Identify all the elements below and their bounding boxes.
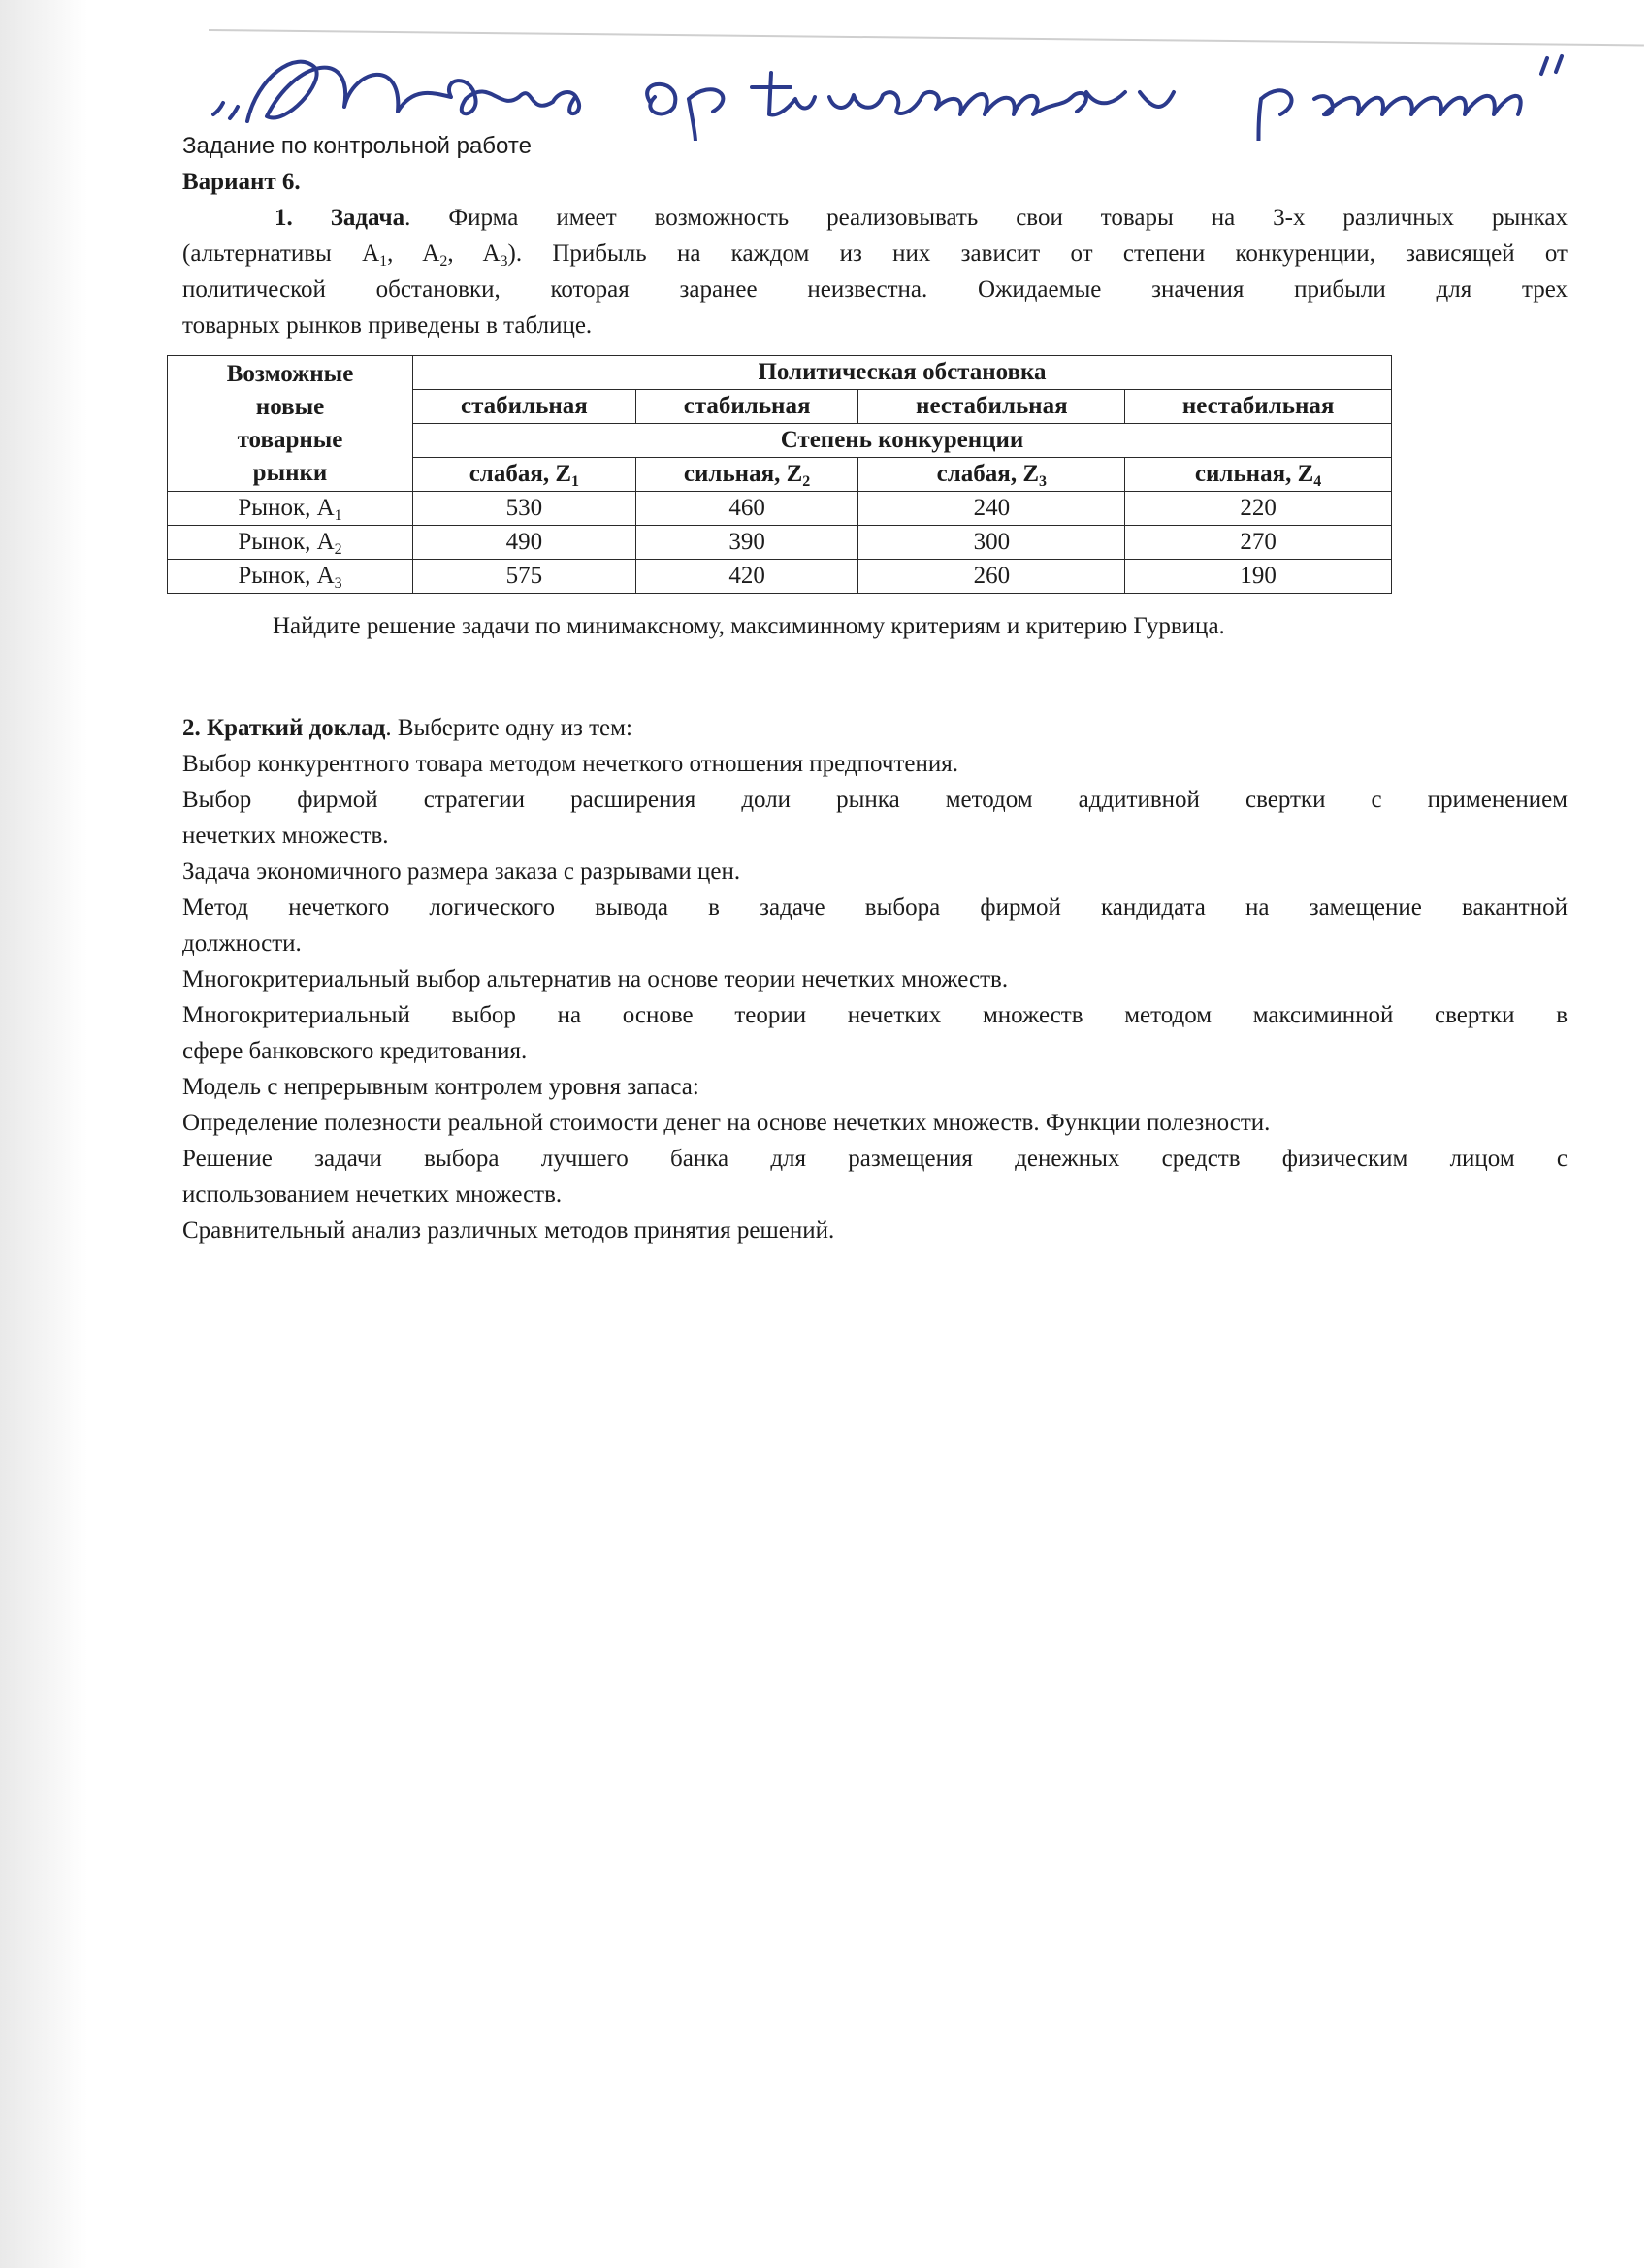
topic-line: нечетких множеств.: [182, 823, 389, 849]
topic-line: должности.: [182, 930, 302, 956]
table-cell: 270: [1125, 526, 1392, 560]
alt-sub-3: 3: [500, 253, 508, 270]
task1-line-2: [182, 236, 1568, 272]
profit-table: [167, 355, 1392, 594]
political-value: нестабильная: [1125, 390, 1392, 424]
corner-header-line: товарные: [237, 426, 343, 453]
table-cell: 390: [635, 526, 858, 560]
row-label: [168, 526, 413, 560]
table-cell: 260: [858, 560, 1125, 594]
task2-intro: . Выберите одну из тем:: [385, 715, 632, 741]
competition-value: [413, 458, 636, 492]
political-header: Политическая обстановка: [413, 356, 1392, 390]
row-label-sub: 2: [334, 541, 342, 558]
table-header-row-1: [168, 356, 1392, 390]
competition-sub: 4: [1313, 473, 1322, 490]
political-value: стабильная: [413, 390, 636, 424]
row-label: [168, 492, 413, 526]
table-cell: 240: [858, 492, 1125, 526]
topic-line: Модель с непрерывным контролем уровня запаса:: [182, 1074, 699, 1100]
task1-text-1: . Фирма имеет возможность реализовывать свои товары на 3-х различных рынках: [404, 205, 1568, 231]
competition-value: [1125, 458, 1392, 492]
table-row: [168, 492, 1392, 526]
table-cell: 530: [413, 492, 636, 526]
competition-label: сильная, Z: [1194, 461, 1314, 487]
alt-sub-2: 2: [439, 253, 448, 270]
competition-sub: 3: [1039, 473, 1047, 490]
row-label-text: Рынок, A: [238, 495, 335, 521]
topic-line: Решение задачи выбора лучшего банка для размещения денежных средств физическим лицом с: [182, 1146, 1568, 1172]
table-cell: 460: [635, 492, 858, 526]
alt-sep-1: , A: [387, 241, 440, 267]
topic-line: Сравнительный анализ различных методов принятия решений.: [182, 1217, 835, 1244]
topic-line: Выбор конкурентного товара методом нечеткого отношения предпочтения.: [182, 751, 958, 777]
row-label-text: Рынок, A: [238, 529, 335, 555]
topic-line: сфере банковского кредитования.: [182, 1038, 528, 1064]
table-cell: 220: [1125, 492, 1392, 526]
topic-line: Многокритериальный выбор на основе теории нечетких множеств методом максиминной свертки в: [182, 1002, 1568, 1028]
competition-sub: 1: [571, 473, 580, 490]
competition-label: слабая, Z: [469, 461, 572, 487]
task1-question: Найдите решение задачи по минимаксному, максиминному критериям и критерию Гурвица.: [273, 613, 1225, 639]
table-cell: 575: [413, 560, 636, 594]
corner-header-line: рынки: [252, 459, 328, 486]
competition-value: [858, 458, 1125, 492]
task1-line-1: [182, 200, 1568, 236]
corner-header-line: новые: [255, 393, 325, 420]
topic-line: Многокритериальный выбор альтернатив на основе теории нечетких множеств.: [182, 966, 1009, 992]
competition-header: Степень конкуренции: [413, 424, 1392, 458]
alt-sub-1: 1: [379, 253, 388, 270]
assignment-heading: Задание по контрольной работе: [182, 133, 532, 159]
competition-sub: 2: [802, 473, 811, 490]
competition-label: сильная, Z: [683, 461, 803, 487]
task2-section: [182, 710, 1568, 1248]
political-value: стабильная: [635, 390, 858, 424]
document-body: [182, 128, 1568, 343]
table-row: [168, 560, 1392, 594]
scan-page-edge: [0, 0, 87, 2268]
table-cell: 490: [413, 526, 636, 560]
row-label: [168, 560, 413, 594]
competition-label: слабая, Z: [936, 461, 1039, 487]
row-label-sub: 3: [334, 575, 342, 592]
topic-line: Задача экономичного размера заказа с разрывами цен.: [182, 859, 741, 885]
political-value: нестабильная: [858, 390, 1125, 424]
topic-line: Выбор фирмой стратегии расширения доли рынка методом аддитивной свертки с применением: [182, 787, 1568, 813]
corner-header: [168, 356, 413, 492]
task1-line-4: товарных рынков приведены в таблице.: [182, 312, 593, 339]
handwritten-title-scribble: [209, 39, 1596, 141]
task1-label: 1. Задача: [275, 205, 405, 231]
task2-label: 2. Краткий доклад: [182, 715, 386, 741]
row-label-sub: 1: [334, 507, 342, 524]
table-row: [168, 526, 1392, 560]
competition-value: [635, 458, 858, 492]
topic-line: использованием нечетких множеств.: [182, 1182, 563, 1208]
task1-line-3: политической обстановки, которая заранее неизвестна. Ожидаемые значения прибыли для трех: [182, 276, 1568, 303]
row-label-text: Рынок, A: [238, 563, 335, 589]
topic-line: Метод нечеткого логического вывода в задаче выбора фирмой кандидата на замещение вакантной: [182, 894, 1568, 921]
topic-line: Определение полезности реальной стоимости денег на основе нечетких множеств. Функции полезности.: [182, 1110, 1271, 1136]
handwritten-title: [209, 39, 1596, 141]
variant-heading: Вариант 6.: [182, 169, 301, 195]
table-cell: 190: [1125, 560, 1392, 594]
task2-heading: [182, 710, 1568, 746]
alt-suffix: ). Прибыль на каждом из них зависит от степени конкуренции, зависящей от: [507, 241, 1568, 267]
table-cell: 300: [858, 526, 1125, 560]
table-cell: 420: [635, 560, 858, 594]
alt-prefix: (альтернативы A: [182, 241, 380, 267]
alt-sep-2: , A: [447, 241, 501, 267]
corner-header-line: Возможные: [226, 360, 354, 387]
